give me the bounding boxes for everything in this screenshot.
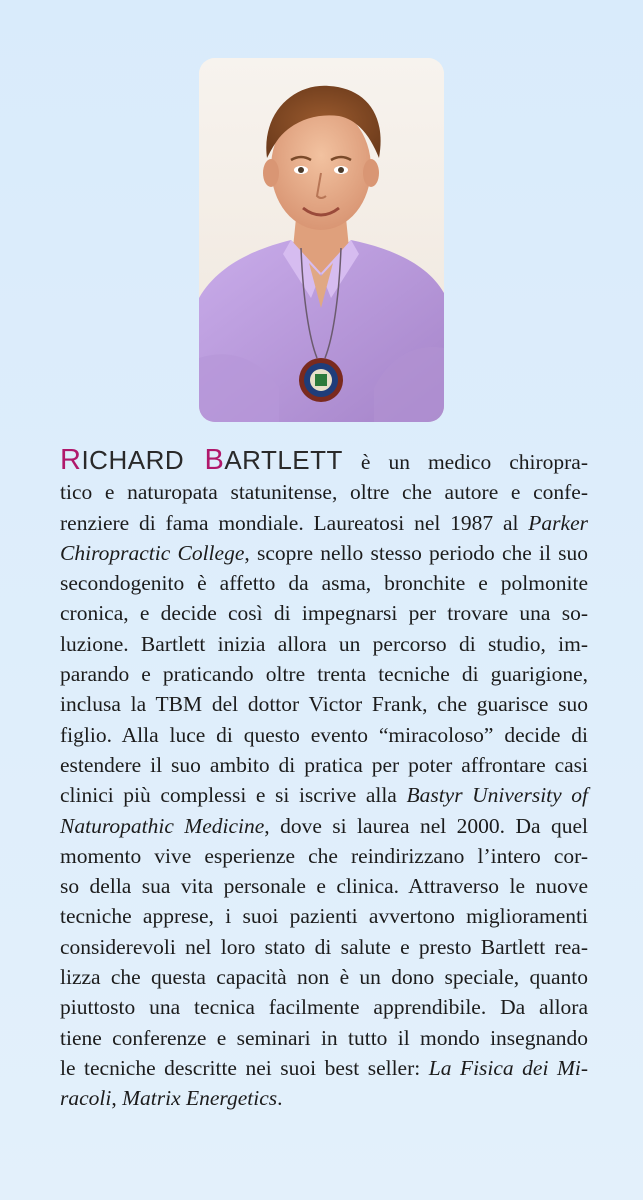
book-title: racoli <box>60 1086 112 1111</box>
bio-line: inclusa la TBM del dottor Victor Frank, che guarisce suo <box>60 692 588 717</box>
bio-line: secondogenito è affetto da asma, bronchite e polmonite <box>60 571 588 596</box>
book-title: La Fisica dei Mi- <box>428 1055 588 1080</box>
college-name: Chiropractic College <box>60 540 245 565</box>
bio-line: tecniche apprese, i suoi pazienti avvertono miglioramenti <box>60 904 588 929</box>
bio-line: Chiropractic College, scopre nello stesso periodo che il suo <box>60 540 589 565</box>
bio-line: Naturopathic Medicine, dove si laurea nel 2000. Da quel <box>60 813 588 838</box>
bio-line: renziere di fama mondiale. Laureatosi nel 1987 al Parker <box>60 510 588 535</box>
bio-line: figlio. Alla luce di questo evento “miracoloso” decide di <box>60 722 588 747</box>
college-name: Parker <box>528 510 588 535</box>
bio-line: parando e praticando oltre trenta tecniche di guarigione, <box>60 662 588 687</box>
bio-line: cronica, e decide così di impegnarsi per trovare una so- <box>60 601 588 626</box>
bio-line: considerevoli nel loro stato di salute e presto Bartlett rea- <box>60 934 588 959</box>
university-name: Bastyr University of <box>406 783 588 808</box>
bio-line: estendere il suo ambito di pratica per poter affrontare casi <box>60 752 588 777</box>
bio-line: so della sua vita personale e clinica. Attraverso le nuove <box>60 874 588 899</box>
bio-line: lizza che questa capacità non è un dono speciale, quanto <box>60 965 588 990</box>
author-biography <box>60 445 588 1114</box>
bio-line: tiene conferenze e seminari in tutto il mondo insegnando <box>60 1025 588 1050</box>
author-portrait <box>199 58 444 422</box>
bio-line: clinici più complessi e si iscrive alla Bastyr University of <box>60 783 588 808</box>
bio-line: RICHARD BARTLETT è un medico chiropra- <box>60 444 588 476</box>
bio-line: luzione. Bartlett inizia allora un percorso di studio, im- <box>60 631 588 656</box>
bio-line: momento vive esperienze che reindirizzano l’intero cor- <box>60 843 588 868</box>
bio-line: le tecniche descritte nei suoi best seller: La Fisica dei Mi- <box>60 1055 588 1080</box>
bio-line: racoli, Matrix Energetics. <box>60 1086 283 1111</box>
bio-line: piuttosto una tecnica facilmente apprendibile. Da allora <box>60 995 588 1020</box>
author-name: RICHARD BARTLETT <box>60 444 343 476</box>
book-title: Matrix Energetics <box>122 1086 278 1111</box>
university-name: Naturopathic Medicine <box>60 813 265 838</box>
bio-line: tico e naturopata statunitense, oltre che autore e confe- <box>60 480 588 505</box>
